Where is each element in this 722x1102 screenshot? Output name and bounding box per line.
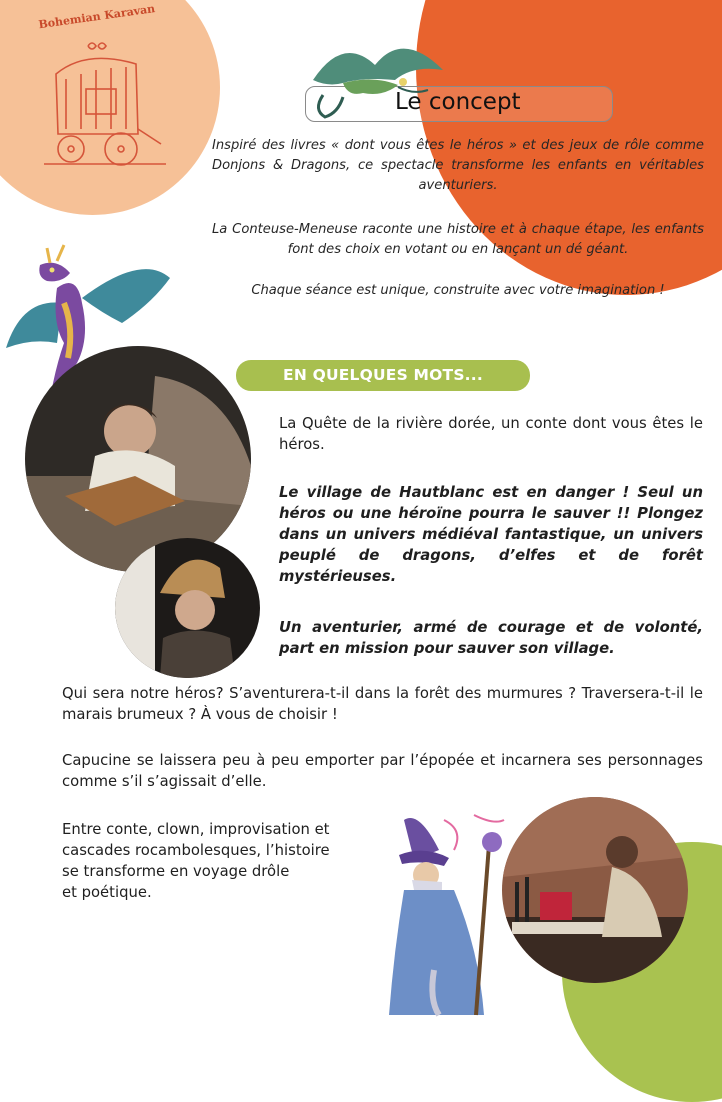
- page-title: Le concept: [395, 89, 521, 115]
- brand-logo-text: Bohemian Karavan: [37, 2, 156, 32]
- caravan-illustration: [36, 34, 176, 174]
- question-paragraph: Qui sera notre héros? S’aventurera-t-il dans la forêt des murmures ? Traversera-t-il le marais brumeux ? À vous de choisir !: [62, 685, 703, 723]
- wizard-illustration: [384, 800, 522, 1024]
- intro-paragraph: La Quête de la rivière dorée, un conte dont vous êtes le héros.: [279, 415, 703, 453]
- concept-paragraph-2: La Conteuse-Meneuse raconte une histoire et à chaque étape, les enfants font des choix en votant ou en lançant un dé géant.: [212, 222, 704, 257]
- danger-paragraph: Le village de Hautblanc est en danger ! Seul un héros ou une héroïne pourra le sauver !! Plongez dans un univers médiéval fantastique, un univers peuplé de dragons, d’elfes et de forêt mystérieuses.: [279, 484, 703, 585]
- concept-paragraph-1: Inspiré des livres « dont vous êtes le héros » et des jeux de rôle comme Donjons & Dragons, ce spectacle transforme les enfants en véritables aventuriers.: [212, 138, 704, 193]
- closing-line: Entre conte, clown, improvisation et: [62, 821, 330, 838]
- concept-paragraph-3: Chaque séance est unique, construite avec votre imagination !: [251, 283, 665, 298]
- basket-hat-photo: [115, 538, 260, 678]
- closing-line: cascades rocambolesques, l’histoire: [62, 842, 330, 859]
- reading-photo: [25, 346, 251, 572]
- section-banner: EN QUELQUES MOTS...: [236, 360, 530, 391]
- closing-paragraph: [62, 819, 382, 903]
- capucine-paragraph: Capucine se laissera peu à peu emporter par l’épopée et incarnera ses personnages comme s’il s’agissait d’elle.: [62, 752, 703, 790]
- closing-line: se transforme en voyage drôle: [62, 863, 290, 880]
- dice-photo: [502, 797, 688, 983]
- closing-line: et poétique.: [62, 884, 152, 901]
- adventurer-paragraph: Un aventurier, armé de courage et de volonté, part en mission pour sauver son village.: [279, 619, 703, 657]
- green-dragon-illustration: [303, 35, 448, 120]
